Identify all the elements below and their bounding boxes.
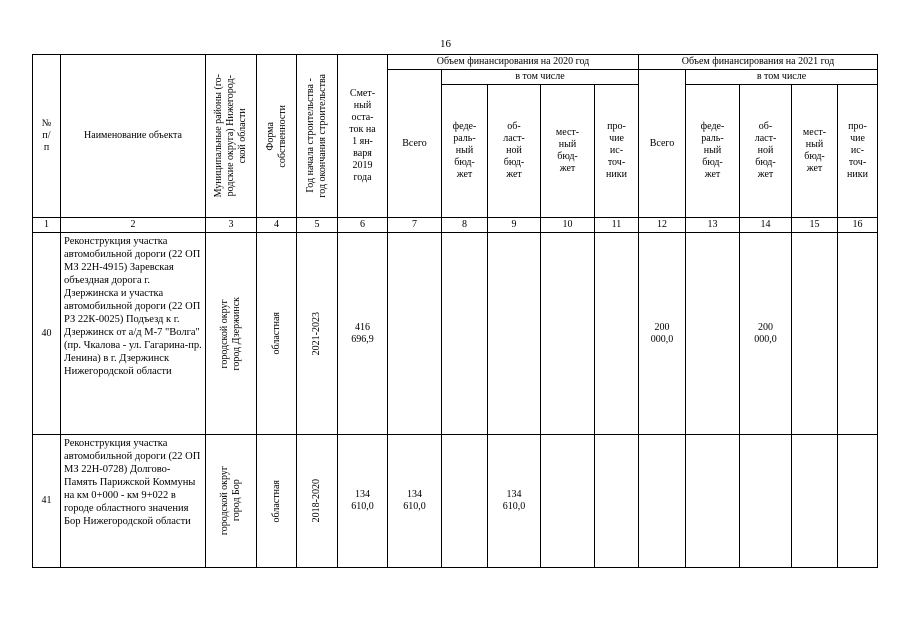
row-41-ownership: областная [270,479,282,523]
header-ownership: Форма собственности [264,104,288,168]
header-district: Муниципальные районы (го- родские округа) Нижегород- ской области [213,74,248,198]
row-40-regional-2020 [487,232,541,435]
row-40-district: городской округ город Дзержинск [219,296,242,371]
row-41-years: 2018-2020 [311,479,322,523]
row-41-district: городской округ город Бор [219,466,242,536]
row-40-regional-2021: 200 000,0 [739,232,792,435]
row-40-ownership: областная [270,312,282,355]
col-number: 12 [638,217,686,233]
header-district-cell [205,54,257,218]
header-regional-2021: об- ласт- ной бюд- жет [739,84,792,218]
row-40-ownership-cell [256,232,297,435]
col-number: 3 [205,217,257,233]
col-number: 13 [685,217,740,233]
header-regional-2020: об- ласт- ной бюд- жет [487,84,541,218]
header-total-2020: Всего [387,69,442,218]
row-40-local-2021 [791,232,838,435]
col-number: 16 [837,217,878,233]
row-40-other-2021 [837,232,878,435]
row-40-years: 2021-2023 [311,311,322,356]
row-41-local-2021 [791,434,838,568]
header-ownership-cell [256,54,297,218]
col-number: 11 [594,217,639,233]
col-number: 9 [487,217,541,233]
header-other-2020: про- чие ис- точ- ники [594,84,639,218]
header-years: Год начала строительства - год окончания строительства [305,74,328,198]
header-total-2021: Всего [638,69,686,218]
row-41-regional-2021 [739,434,792,568]
row-40-federal-2021 [685,232,740,435]
row-40-total-2020 [387,232,442,435]
row-41-district-cell [205,434,257,568]
col-number: 6 [337,217,388,233]
col-number: 5 [296,217,338,233]
row-41-regional-2020: 134 610,0 [487,434,541,568]
header-balance: Смет- ный оста- ток на 1 ян- варя 2019 года [337,54,388,218]
row-41-other-2021 [837,434,878,568]
header-federal-2021: феде- раль- ный бюд- жет [685,84,740,218]
col-number: 14 [739,217,792,233]
row-41-other-2020 [594,434,639,568]
col-number: 15 [791,217,838,233]
col-number: 2 [60,217,206,233]
header-incl-2020: в том числе [441,69,639,85]
col-number: 1 [32,217,61,233]
row-40-years-cell [296,232,338,435]
row-40-num: 40 [32,232,61,435]
row-41-name: Реконструкция участка автомобильной дороги (22 ОП МЗ 22Н-0728) Долгово-Память Парижской Коммуны на км 0+000 - км 9+022 в городе областного значения Бор Нижегородской области [60,434,206,568]
row-40-federal-2020 [441,232,488,435]
row-40-total-2021: 200 000,0 [638,232,686,435]
col-number: 8 [441,217,488,233]
col-number: 4 [256,217,297,233]
row-40-other-2020 [594,232,639,435]
header-federal-2020: феде- раль- ный бюд- жет [441,84,488,218]
row-41-federal-2021 [685,434,740,568]
page-number: 16 [440,38,451,50]
header-num: № п/ п [32,54,61,218]
header-local-2020: мест- ный бюд- жет [540,84,595,218]
header-name: Наименование объекта [60,54,206,218]
row-41-total-2021 [638,434,686,568]
row-40-name: Реконструкция участка автомобильной дороги (22 ОП МЗ 22Н-4915) Заревская объездная дорога г. Дзержинска и участка автомобильной дороги (22 ОП РЗ 22К-0025) Подъезд к г. Дзержинск от а/д М-7 "Волга" (пр. Чкалова - ул. Гагарина-пр. Ленина) в г. Дзержинск Нижегородской области [60,232,206,435]
header-fin-2020: Объем финансирования на 2020 год [387,54,639,70]
header-incl-2021: в том числе [685,69,878,85]
header-local-2021: мест- ный бюд- жет [791,84,838,218]
header-fin-2021: Объем финансирования на 2021 год [638,54,878,70]
row-40-balance: 416 696,9 [337,232,388,435]
row-41-years-cell [296,434,338,568]
header-other-2021: про- чие ис- точ- ники [837,84,878,218]
row-40-local-2020 [540,232,595,435]
row-41-balance: 134 610,0 [337,434,388,568]
header-years-cell [296,54,338,218]
col-number: 10 [540,217,595,233]
row-40-district-cell [205,232,257,435]
row-41-ownership-cell [256,434,297,568]
row-41-federal-2020 [441,434,488,568]
row-41-local-2020 [540,434,595,568]
row-41-num: 41 [32,434,61,568]
row-41-total-2020: 134 610,0 [387,434,442,568]
col-number: 7 [387,217,442,233]
